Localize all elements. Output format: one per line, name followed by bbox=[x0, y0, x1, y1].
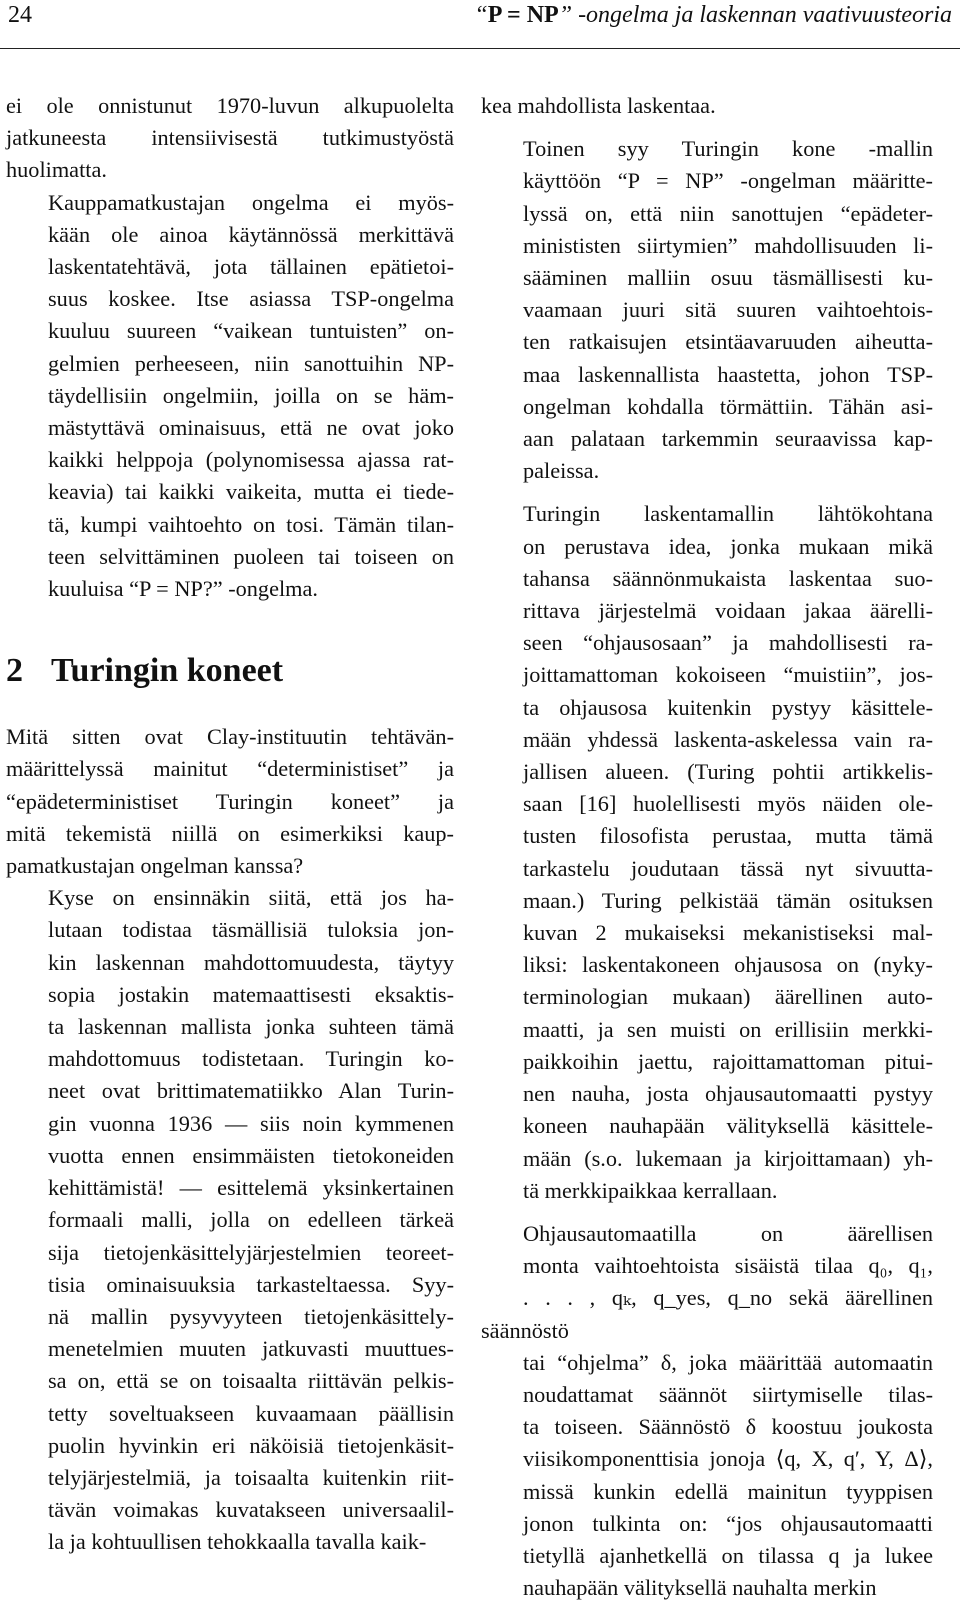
text-line: tusten filosofista perustaa, mutta tämä bbox=[523, 823, 933, 849]
text-line: “epädeterministiset Turingin koneet” ja bbox=[6, 788, 454, 814]
text-line: paikkoihin jaettu, rajoittamattoman pitui- bbox=[523, 1048, 933, 1074]
text-line: tä, kumpi vaihtoehto on tosi. Tämän tilan- bbox=[48, 511, 454, 537]
text-line: jallisen alueen. (Turing pohtii artikkelis- bbox=[523, 759, 933, 785]
text-line: terminologian mukaan) äärellinen auto- bbox=[523, 984, 933, 1010]
section-heading bbox=[6, 651, 454, 691]
text-line: nauhapään välityksellä nauhalta merkin bbox=[523, 1575, 877, 1601]
paragraph bbox=[481, 498, 933, 1206]
section-title: Turingin koneet bbox=[51, 652, 284, 690]
text-line: joittamattoman kokoiseen “muistiin”, jos- bbox=[523, 662, 933, 688]
text-line: tävän voimakas kuvatakseen universaalil- bbox=[48, 1497, 454, 1523]
text-line: kään ole ainoa käytännössä merkittävä bbox=[48, 221, 454, 247]
text-line: kuvan 2 mukaiseksi mekanistiseksi mal- bbox=[523, 920, 933, 946]
text-line: Ohjausautomaatilla on äärellisen bbox=[523, 1220, 933, 1246]
text-line: mään yhdessä laskenta-askelessa vain ra- bbox=[523, 726, 933, 752]
text-line: gelmien perheeseen, niin sanottuihin NP- bbox=[48, 350, 454, 376]
text-line: kaikki helppoja (polynomisessa ajassa rat- bbox=[48, 447, 454, 473]
text-line: gin vuonna 1936 — siis noin kymmenen bbox=[48, 1110, 454, 1136]
text-line: ta toiseen. Säännöstö δ koostuu joukosta bbox=[523, 1414, 933, 1440]
text-line: paleissa. bbox=[523, 458, 600, 484]
text-line: vuotta ennen ensimmäisten tietokoneiden bbox=[48, 1142, 454, 1168]
text-line: viisikomponenttisia jonoja ⟨q, X, q′, Y, Δ⟩, bbox=[523, 1446, 933, 1472]
paragraph bbox=[481, 90, 933, 122]
text-line: käyttöön “P = NP” -ongelman määritte- bbox=[523, 168, 933, 194]
text-line: tetty soveltuakseen kuvaamaan päällisin bbox=[48, 1400, 454, 1426]
paragraph bbox=[481, 133, 933, 487]
text-line: suus koskee. Itse asiassa TSP-ongelma bbox=[48, 286, 454, 312]
header-rule bbox=[0, 48, 960, 49]
text-line: puolin hyvinkin eri näköisiä tietojenkäsit- bbox=[48, 1432, 454, 1458]
text-line: kea mahdollista laskentaa. bbox=[481, 93, 716, 118]
page-header bbox=[0, 0, 960, 40]
text-line: mitä tekemistä niillä on esimerkiksi kaup- bbox=[6, 820, 454, 846]
page-number: 24 bbox=[8, 2, 32, 28]
text-line: vaamaan juuri sitä suuren vaihtoehtois- bbox=[523, 297, 933, 323]
text-line: ei ole onnistunut 1970-luvun alkupuolelta bbox=[6, 93, 454, 118]
text-line: formaali malli, jolla on edelleen tärkeä bbox=[48, 1207, 454, 1233]
text-line: liksi: laskentakoneen ohjausosa on (nyky- bbox=[523, 952, 933, 978]
section-number: 2 bbox=[6, 652, 23, 690]
right-column bbox=[481, 90, 933, 1604]
text-line: sääminen malliin osuu täsmällisesti ku- bbox=[523, 265, 933, 291]
text-line: ten ratkaisujen etsintäavaruuden aiheutta- bbox=[523, 329, 933, 355]
running-title-math: P = NP bbox=[487, 2, 559, 28]
running-title-text: ” -ongelma ja laskennan vaativuusteoria bbox=[558, 2, 952, 28]
text-line: Kauppamatkustajan ongelma ei myös- bbox=[48, 189, 454, 215]
paragraph bbox=[6, 721, 454, 882]
paragraph bbox=[6, 90, 454, 187]
text-line: kehittämistä! — esittelemä yksinkertainen bbox=[48, 1175, 454, 1201]
text-line: keavia) tai kaikki vaikeita, mutta ei tiede- bbox=[48, 479, 454, 505]
text-line: Toinen syy Turingin kone -mallin bbox=[523, 136, 933, 162]
text-line: seen “ohjausosaan” ja mahdollisesti ra- bbox=[523, 630, 933, 656]
text-line: tai “ohjelma” δ, joka määrittää automaatin bbox=[523, 1349, 933, 1375]
text-line: lutaan todistaa täsmällisiä tuloksia jon- bbox=[48, 917, 454, 943]
running-title bbox=[474, 0, 952, 30]
text-line: minististen siirtymien” mahdollisuuden li- bbox=[523, 232, 933, 258]
text-line: teen selvittäminen puoleen tai toiseen on bbox=[48, 543, 454, 569]
text-line: mästyttävä ominaisuus, että ne ovat joko bbox=[48, 415, 454, 441]
text-line: sa on, että se on toisaalta riittävän pelkis- bbox=[48, 1368, 454, 1394]
text-line: koneen nauhapään välityksellä käsittele- bbox=[523, 1113, 933, 1139]
text-line: kuuluisa “P = NP?” -ongelma. bbox=[48, 576, 318, 602]
text-line: tä merkkipaikkaa kerrallaan. bbox=[523, 1177, 778, 1203]
text-line: sija tietojenkäsittelyjärjestelmien teoreet- bbox=[48, 1239, 454, 1265]
text-line: tarkastelu joudutaan tässä nyt sivuutta- bbox=[523, 855, 933, 881]
text-line: jonon tulkinta on: “jos ohjausautomaatti bbox=[523, 1510, 933, 1536]
text-line: saan [16] huolellisesti myös näiden ole- bbox=[523, 791, 933, 817]
text-line: telyjärjestelmiä, ja toisaalta kuitenkin riit- bbox=[48, 1464, 454, 1490]
text-line: Turingin laskentamallin lähtökohtana bbox=[523, 501, 933, 527]
text-line: menetelmien muuten jatkuvasti muuttues- bbox=[48, 1336, 454, 1362]
text-line: sopia jostakin matemaattisesti eksaktis- bbox=[48, 981, 454, 1007]
text-line: kuuluu suureen “vaikean tuntuisten” on- bbox=[48, 318, 454, 344]
text-line: mään (s.o. lukemaan ja kirjoittamaan) yh- bbox=[523, 1145, 933, 1171]
text-line: neet ovat brittimatematiikko Alan Turin- bbox=[48, 1078, 454, 1104]
text-line: on perustava idea, jonka mukaan mikä bbox=[523, 533, 933, 559]
text-line: maatti, ja sen muisti on erillisiin merkki- bbox=[523, 1016, 933, 1042]
text-line: maa laskennallista haastetta, johon TSP- bbox=[523, 361, 933, 387]
running-title-quote-open: “ bbox=[474, 2, 488, 28]
text-line: noudattamat säännöt siirtymiselle tilas- bbox=[523, 1381, 933, 1407]
left-column bbox=[6, 90, 454, 1559]
text-line: Kyse on ensinnäkin siitä, että jos ha- bbox=[48, 885, 454, 911]
text-line: täydellisiin ongelmiin, joilla on se häm- bbox=[48, 382, 454, 408]
text-line: laskentatehtävä, jota tällainen epätietoi- bbox=[48, 254, 454, 280]
text-line: lyssä on, että niin sanottujen “epädeter- bbox=[523, 200, 933, 226]
text-line: huolimatta. bbox=[6, 157, 107, 183]
text-line: kin laskennan mahdottomuudesta, täytyy bbox=[48, 949, 454, 975]
text-line: la ja kohtuullisen tehokkaalla tavalla kaik- bbox=[48, 1529, 427, 1555]
paragraph bbox=[6, 882, 454, 1558]
paragraph bbox=[481, 1218, 933, 1604]
text-line: tisia ominaisuuksia tarkasteltaessa. Syy- bbox=[48, 1271, 454, 1297]
text-line: mahdottomuus todistetaan. Turingin ko- bbox=[48, 1046, 454, 1072]
text-line: nen nauha, josta ohjausautomaatti pystyy bbox=[523, 1081, 933, 1107]
text-line: aan palataan tarkemmin seuraavissa kap- bbox=[523, 426, 933, 452]
paragraph bbox=[6, 187, 454, 606]
text-line: pamatkustajan ongelman kanssa? bbox=[6, 853, 304, 879]
text-line: ongelman kohdalla törmättiin. Tähän asi- bbox=[523, 393, 933, 419]
text-line: tietyllä ajanhetkellä on tilassa q ja lukee bbox=[523, 1542, 933, 1568]
text-line: maan.) Turing pelkistää tämän osituksen bbox=[523, 887, 933, 913]
text-line: rittava järjestelmä voidaan jakaa äärelli- bbox=[523, 598, 933, 624]
text-line: jatkuneesta intensiivisestä tutkimustyöstä bbox=[6, 125, 454, 151]
text-line: tahansa säännönmukaista laskentaa suo- bbox=[523, 565, 933, 591]
text-line: missä kunkin edellä mainitun tyyppisen bbox=[523, 1478, 933, 1504]
text-line: nä mallin pysyvyyteen tietojenkäsittely- bbox=[48, 1303, 454, 1329]
text-line: Mitä sitten ovat Clay-instituutin tehtävän- bbox=[6, 724, 454, 750]
text-line: ta laskennan mallista jonka suhteen tämä bbox=[48, 1014, 454, 1040]
text-line: määrittelyssä mainitut “deterministiset” ja bbox=[6, 756, 454, 782]
text-line: monta vaihtoehtoista sisäistä tilaa q₀, q₁, bbox=[523, 1253, 933, 1279]
text-line: . . . , qₖ, q_yes, q_no sekä äärellinen säännöstö bbox=[481, 1285, 933, 1343]
text-line: ta ohjausosa kuitenkin pystyy käsittele- bbox=[523, 694, 933, 720]
